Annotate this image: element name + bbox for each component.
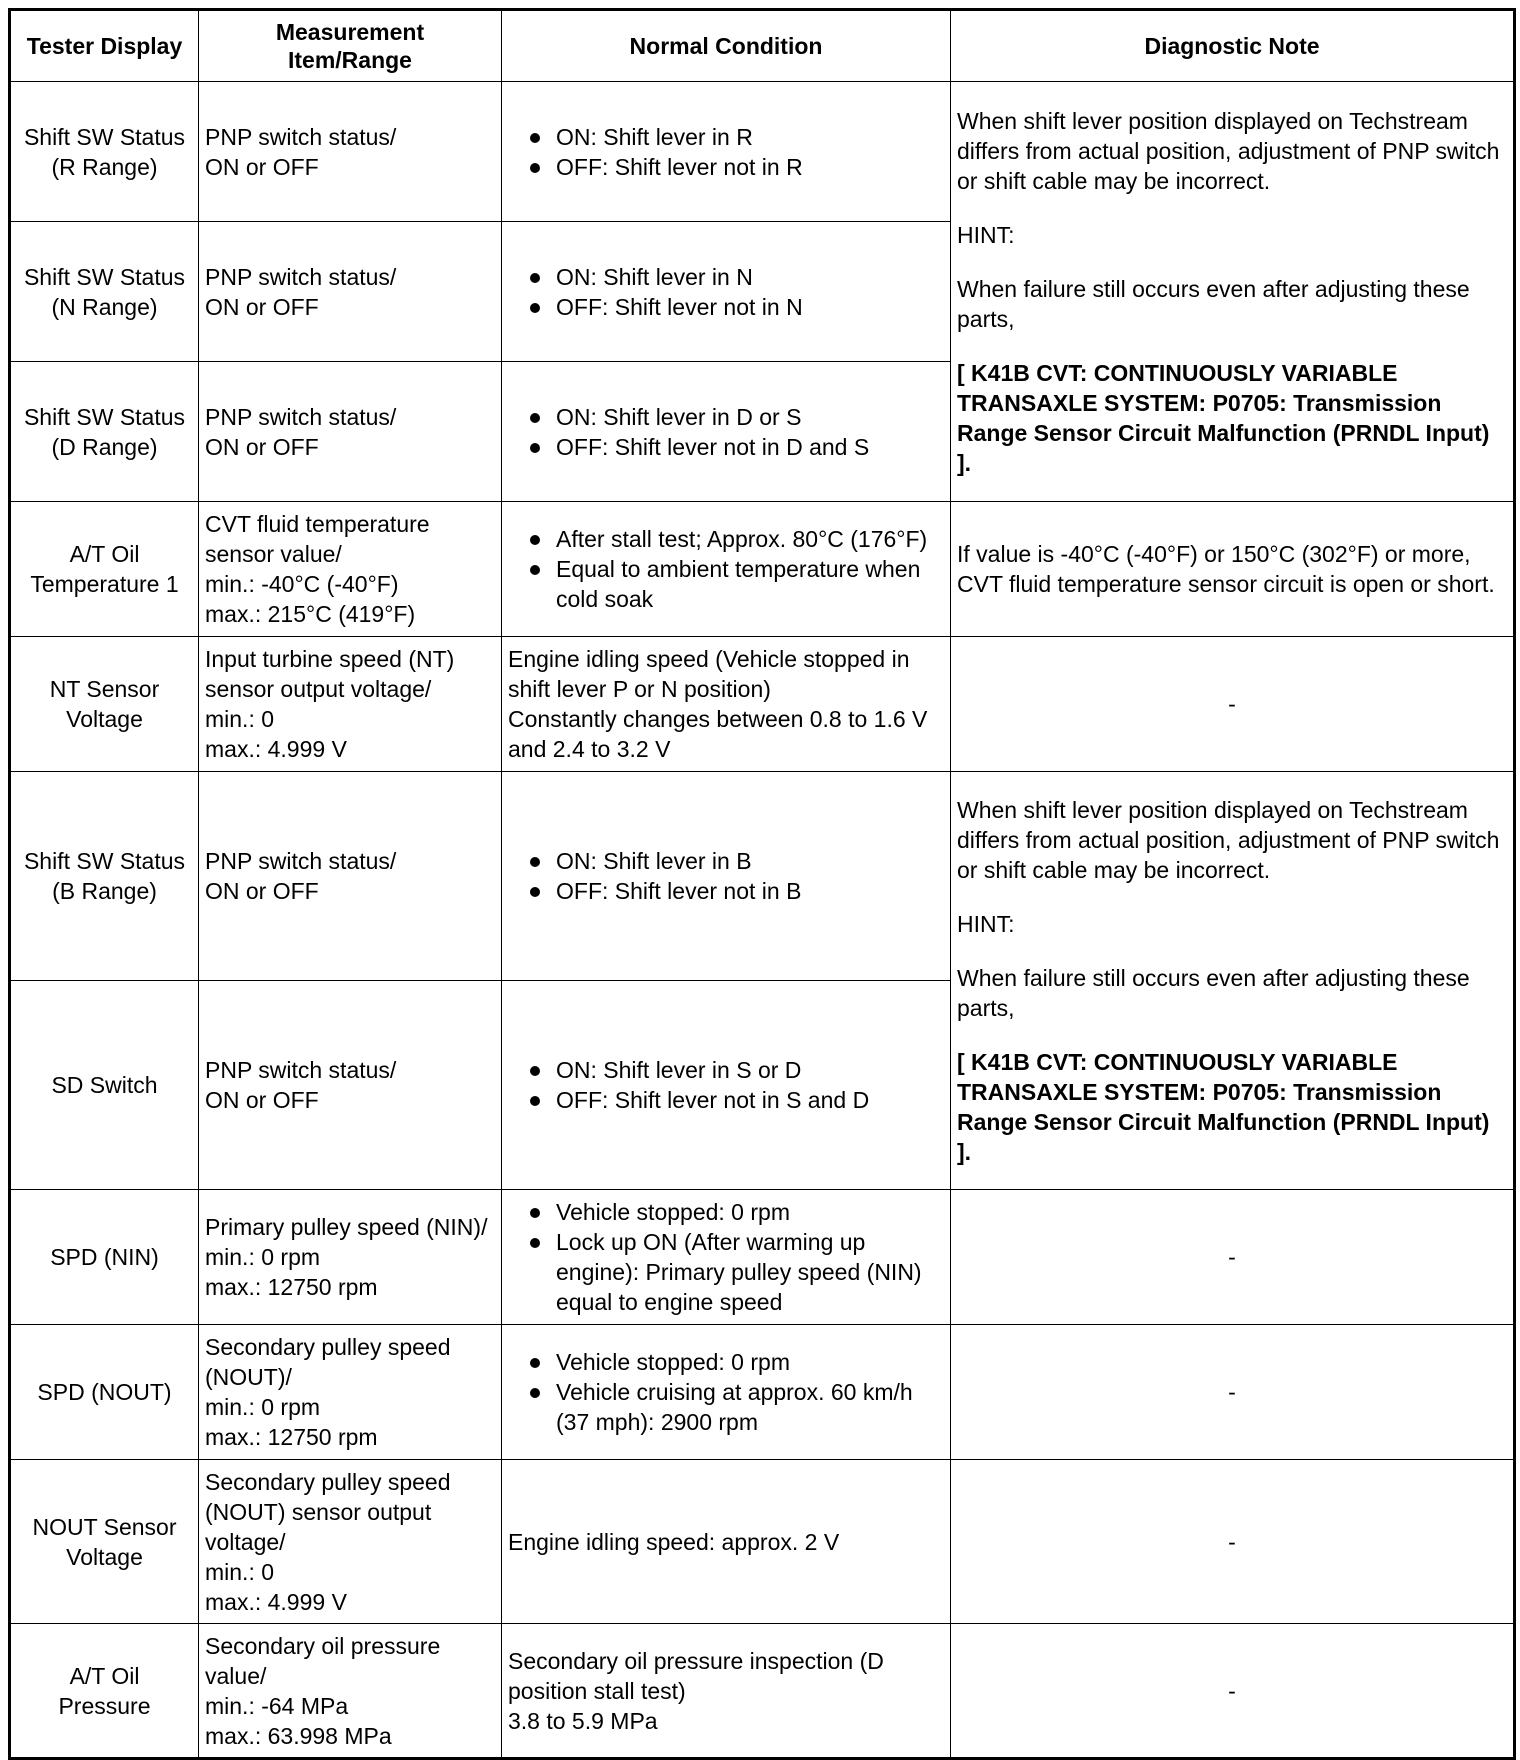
note-hint: HINT: [957, 910, 1015, 937]
normal-condition-cell [502, 981, 951, 1190]
normal-condition-cell [502, 1190, 951, 1325]
table-row [10, 1325, 1515, 1460]
normal-condition-cell [502, 82, 951, 222]
bullet-item: Equal to ambient temperature when cold soak [508, 554, 944, 614]
tester-display-text: SPD (NOUT) [37, 1379, 172, 1405]
measurement-text: ON or OFF [205, 293, 319, 320]
measurement-cell [199, 1190, 502, 1325]
header-row [10, 10, 1515, 82]
normal-text: Constantly changes between 0.8 to 1.6 V and 2.4 to 3.2 V [508, 706, 928, 762]
bullet-item: Vehicle stopped: 0 rpm [508, 1347, 944, 1377]
note-reference: [ K41B CVT: CONTINUOUSLY VARIABLE TRANSAXLE SYSTEM: P0705: Transmission Range Sensor Circuit Malfunction (PRNDL Input) ]. [957, 359, 1490, 476]
diagnostic-note-cell: - [951, 1325, 1515, 1460]
tester-display-cell [10, 362, 199, 502]
measurement-text: PNP switch status/ [205, 263, 397, 290]
header-tester-display: Tester Display [10, 10, 199, 82]
table-row [10, 1624, 1515, 1759]
tester-display-text: Shift SW Status [23, 848, 186, 874]
measurement-cell [199, 82, 502, 222]
measurement-text: max.: 12750 rpm [205, 1424, 378, 1450]
measurement-cell [199, 981, 502, 1190]
table-row [10, 1190, 1515, 1325]
tester-display-cell [10, 637, 199, 772]
measurement-cell [199, 637, 502, 772]
tester-display-cell [10, 1325, 199, 1460]
tester-display-text: Voltage [66, 706, 143, 732]
note-hint: HINT: [957, 221, 1015, 248]
tester-display-text: SD Switch [51, 1072, 158, 1098]
measurement-text: PNP switch status/ [205, 403, 397, 430]
tester-display-text: A/T Oil [69, 1662, 140, 1689]
diagnostic-note-cell [951, 772, 1515, 1190]
measurement-text: PNP switch status/ [205, 123, 397, 150]
normal-text: Secondary oil pressure inspection (D position stall test) [508, 1647, 884, 1704]
bullet-item: Lock up ON (After warming up engine): Primary pulley speed (NIN) equal to engine speed [508, 1227, 944, 1317]
measurement-text: min.: -40°C (-40°F) [205, 571, 399, 597]
bullet-item: OFF: Shift lever not in S and D [508, 1085, 944, 1115]
tester-display-text: Temperature 1 [30, 571, 179, 597]
tester-display-cell [10, 222, 199, 362]
header-normal-condition: Normal Condition [502, 10, 951, 82]
normal-text: 3.8 to 5.9 MPa [508, 1707, 658, 1734]
measurement-text: Secondary pulley speed (NOUT)/ [205, 1334, 451, 1390]
normal-condition-cell [502, 1460, 951, 1624]
bullet-item: ON: Shift lever in B [508, 846, 944, 876]
measurement-cell [199, 222, 502, 362]
tester-display-cell [10, 1190, 199, 1325]
tester-display-text: (R Range) [51, 153, 158, 180]
measurement-text: min.: 0 rpm [205, 1394, 321, 1420]
measurement-text: ON or OFF [205, 433, 319, 460]
tester-display-text: Shift SW Status [23, 263, 186, 290]
normal-condition-cell [502, 502, 951, 637]
diagnostic-note-cell: If value is -40°C (-40°F) or 150°C (302°F) or more, CVT fluid temperature sensor circuit is open or short. [951, 502, 1515, 637]
measurement-text: min.: 0 [205, 706, 275, 732]
normal-condition-cell [502, 637, 951, 772]
tester-display-text: (D Range) [51, 433, 158, 460]
header-diagnostic-note: Diagnostic Note [951, 10, 1515, 82]
normal-condition-cell [502, 222, 951, 362]
measurement-text: max.: 4.999 V [205, 736, 347, 762]
table-row [10, 1460, 1515, 1624]
diagnostic-note-cell [951, 82, 1515, 502]
bullet-item: OFF: Shift lever not in D and S [508, 432, 944, 462]
tester-display-text: (N Range) [51, 293, 158, 320]
normal-condition-cell [502, 772, 951, 981]
bullet-item: OFF: Shift lever not in N [508, 292, 944, 322]
measurement-text: PNP switch status/ [205, 1057, 397, 1083]
measurement-text: Primary pulley speed (NIN)/ [205, 1214, 488, 1240]
table-row [10, 82, 1515, 222]
table-row [10, 502, 1515, 637]
note-intro: When shift lever position displayed on Techstream differs from actual position, adjustment of PNP switch or shift cable may be incorrect. [957, 796, 1500, 883]
tester-display-cell [10, 1624, 199, 1759]
measurement-text: max.: 12750 rpm [205, 1274, 378, 1300]
tester-display-cell [10, 502, 199, 637]
tester-display-text: NT Sensor [49, 676, 160, 702]
measurement-text: max.: 63.998 MPa [205, 1722, 392, 1749]
diagnostic-note-cell: - [951, 1460, 1515, 1624]
measurement-cell [199, 1460, 502, 1624]
table-row [10, 772, 1515, 981]
bullet-item: ON: Shift lever in R [508, 122, 944, 152]
bullet-item: ON: Shift lever in N [508, 262, 944, 292]
measurement-cell [199, 502, 502, 637]
measurement-text: CVT fluid temperature sensor value/ [205, 511, 430, 567]
bullet-item: Vehicle cruising at approx. 60 km/h (37 mph): 2900 rpm [508, 1377, 944, 1437]
note-intro: When shift lever position displayed on Techstream differs from actual position, adjustment of PNP switch or shift cable may be incorrect. [957, 107, 1500, 194]
header-measurement: Measurement Item/Range [199, 10, 502, 82]
tester-display-cell [10, 981, 199, 1190]
tester-display-text: A/T Oil [69, 541, 140, 567]
table-row [10, 637, 1515, 772]
note-after: When failure still occurs even after adjusting these parts, [957, 964, 1470, 1021]
tester-display-text: Voltage [66, 1543, 143, 1570]
diagnostic-note-cell: - [951, 1624, 1515, 1759]
bullet-item: Vehicle stopped: 0 rpm [508, 1197, 944, 1227]
measurement-cell [199, 362, 502, 502]
measurement-text: min.: 0 [205, 1558, 275, 1585]
bullet-item: After stall test; Approx. 80°C (176°F) [508, 524, 944, 554]
diagnostic-note-cell: - [951, 637, 1515, 772]
measurement-cell [199, 772, 502, 981]
tester-display-text: (B Range) [52, 878, 157, 904]
measurement-text: max.: 215°C (419°F) [205, 601, 416, 627]
note-after: When failure still occurs even after adjusting these parts, [957, 275, 1470, 332]
tester-display-cell [10, 82, 199, 222]
normal-condition-cell [502, 362, 951, 502]
measurement-text: Input turbine speed (NT) sensor output voltage/ [205, 646, 455, 702]
tester-display-text: Pressure [58, 1692, 151, 1719]
bullet-item: ON: Shift lever in D or S [508, 402, 944, 432]
measurement-cell [199, 1325, 502, 1460]
measurement-text: ON or OFF [205, 153, 319, 180]
normal-condition-cell [502, 1325, 951, 1460]
measurement-text: PNP switch status/ [205, 848, 397, 874]
measurement-text: max.: 4.999 V [205, 1588, 347, 1615]
bullet-item: ON: Shift lever in S or D [508, 1055, 944, 1085]
measurement-text: min.: -64 MPa [205, 1692, 349, 1719]
measurement-text: Secondary pulley speed (NOUT) sensor output voltage/ [205, 1468, 451, 1555]
normal-text: Engine idling speed: approx. 2 V [508, 1528, 840, 1555]
note-reference: [ K41B CVT: CONTINUOUSLY VARIABLE TRANSAXLE SYSTEM: P0705: Transmission Range Sensor Circuit Malfunction (PRNDL Input) ]. [957, 1048, 1490, 1165]
tester-display-cell [10, 772, 199, 981]
diagnostic-note-cell: - [951, 1190, 1515, 1325]
tester-display-text: Shift SW Status [23, 403, 186, 430]
bullet-item: OFF: Shift lever not in R [508, 152, 944, 182]
bullet-item: OFF: Shift lever not in B [508, 876, 944, 906]
measurement-cell [199, 1624, 502, 1759]
measurement-text: ON or OFF [205, 878, 319, 904]
normal-condition-cell [502, 1624, 951, 1759]
tester-display-text: SPD (NIN) [50, 1244, 159, 1270]
measurement-text: min.: 0 rpm [205, 1244, 321, 1270]
tester-display-cell [10, 1460, 199, 1624]
tester-display-text: Shift SW Status [23, 123, 186, 150]
data-list-table [8, 8, 1516, 1760]
tester-display-text: NOUT Sensor [32, 1513, 177, 1540]
normal-text: Engine idling speed (Vehicle stopped in shift lever P or N position) [508, 646, 910, 702]
measurement-text: Secondary oil pressure value/ [205, 1632, 441, 1689]
measurement-text: ON or OFF [205, 1087, 319, 1113]
